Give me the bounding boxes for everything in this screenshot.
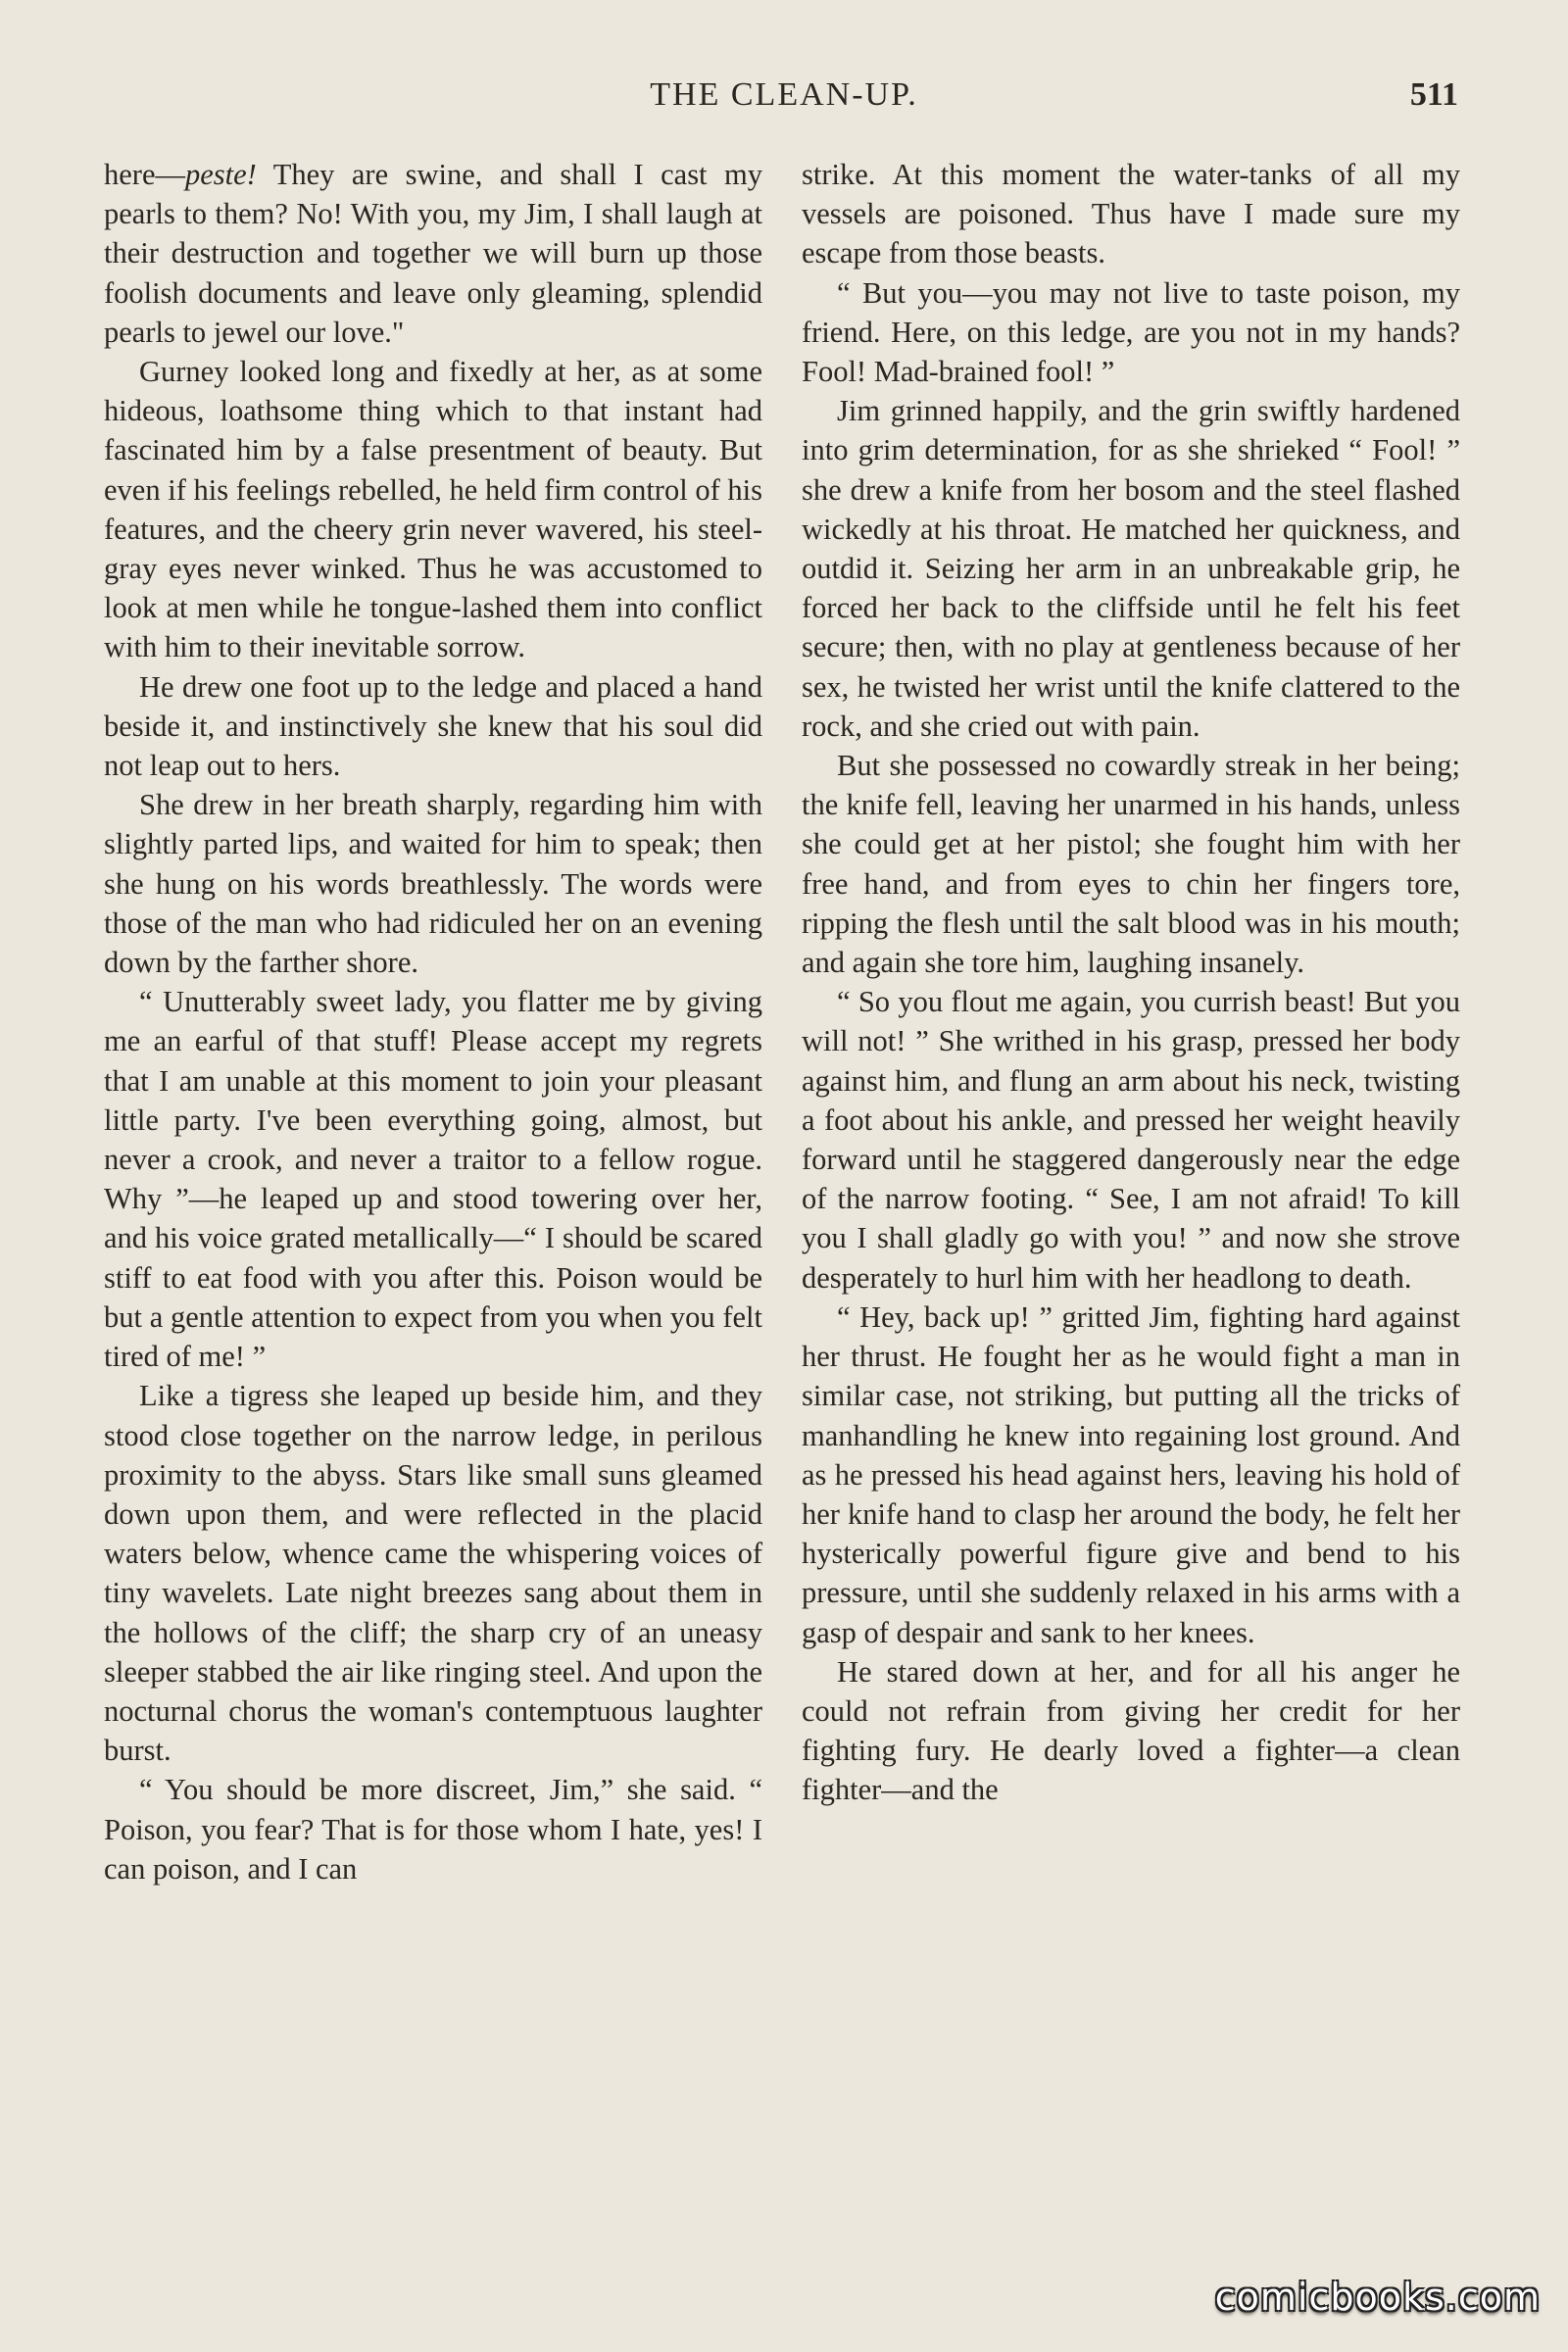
right-column	[802, 155, 1460, 1810]
paragraph: Jim grinned happily, and the grin swiftly hardened into grim determination, for as she shrieked “ Fool! ” she drew a knife from her bosom and the steel flashed wickedly at his throat. He matched her quickness, and outdid it. Seizing her arm in an unbreakable grip, he forced her back to the cliffside until he felt his feet secure; then, with no play at gentleness because of her sex, he twisted her wrist until the knife clattered to the rock, and she cried out with pain.	[802, 394, 1460, 743]
paragraph: “ Unutterably sweet lady, you flatter me by giving me an earful of that stuff! Please accept my regrets that I am unable at this moment to join your pleasant little party. I've been everything going, almost, but never a crook, and never a traitor to a fellow rogue. Why ”—he leaped up and stood towering over her, and his voice grated metallically—“ I should be scared stiff to eat food with you after this. Poison would be but a gentle attention to expect from you when you felt tired of me! ”	[104, 985, 762, 1374]
paragraph: But she possessed no cowardly streak in her being; the knife fell, leaving her unarmed in his hands, unless she could get at her pistol; she fought him with her free hand, and from eyes to chin her fingers tore, ripping the flesh until the salt blood was in his mouth; and again she tore him, laughing insanely.	[802, 749, 1460, 980]
site-watermark: comicbooks.com	[1214, 2276, 1541, 2319]
paragraph: He stared down at her, and for all his anger he could not refrain from giving her credit for her fighting fury. He dearly loved a fighter—a clean fighter—and the	[802, 1654, 1460, 1807]
paragraph: “ You should be more discreet, Jim,” she said. “ Poison, you fear? That is for those whom I hate, yes! I can poison, and I can	[104, 1773, 762, 1886]
running-title: THE CLEAN-UP.	[650, 76, 918, 113]
paragraph: “ So you flout me again, you currish beast! But you will not! ” She writhed in his grasp, pressed her body against him, and flung an arm about his neck, twisting a foot about his ankle, and pressed her weight heavily forward until he staggered dangerously near the edge of the narrow footing. “ See, I am not afraid! To kill you I shall gladly go with you! ” and now she strove desperately to hurl him with her headlong to death.	[802, 985, 1460, 1295]
paragraph: “ But you—you may not live to taste poison, my friend. Here, on this ledge, are you not in my hands? Fool! Mad-brained fool! ”	[802, 275, 1460, 389]
page-number: 511	[1409, 76, 1458, 113]
paragraph: here—peste! They are swine, and shall I cast my pearls to them? No! With you, my Jim, I shall laugh at their destruction and together we will burn up those foolish documents and leave only gleaming, splendid pearls to jewel our love."	[104, 158, 762, 349]
paragraph: “ Hey, back up! ” gritted Jim, fighting hard against her thrust. He fought her as he would fight a man in similar case, not striking, but putting all the tricks of manhandling he knew into regaining lost ground. And as he pressed his head against hers, leaving his hold of her knife hand to clasp her around the body, he felt her hysterically powerful figure give and bend to his pressure, until she suddenly relaxed in his arms with a gasp of despair and sank to her knees.	[802, 1299, 1460, 1649]
paragraph: Like a tigress she leaped up beside him, and they stood close together on the narrow ledge, in perilous proximity to the abyss. Stars like small suns gleamed down upon them, and were reflected in the placid waters below, whence came the whispering voices of tiny wavelets. Late night breezes sang about them in the hollows of the cliff; the sharp cry of an uneasy sleeper stabbed the air like ringing steel. And upon the nocturnal chorus the woman's contemptuous laughter burst.	[104, 1379, 762, 1768]
page-header	[0, 76, 1568, 123]
italic-word: peste!	[184, 158, 257, 191]
paragraph: She drew in her breath sharply, regarding him with slightly parted lips, and waited for him to speak; then she hung on his words breathlessly. The words were those of the man who had ridiculed her on an evening down by the farther shore.	[104, 788, 762, 980]
left-column	[104, 155, 762, 1888]
paragraph: Gurney looked long and fixedly at her, as at some hideous, loathsome thing which to that instant had fascinated him by a false presentment of beauty. But even if his feelings rebelled, he held firm control of his features, and the cheery grin never wavered, his steel-gray eyes never winked. Thus he was accustomed to look at men while he tongue-lashed them into conflict with him to their inevitable sorrow.	[104, 355, 762, 664]
paragraph: strike. At this moment the water-tanks of all my vessels are poisoned. Thus have I made sure my escape from those beasts.	[802, 158, 1460, 270]
paragraph: He drew one foot up to the ledge and placed a hand beside it, and instinctively she knew that his soul did not leap out to hers.	[104, 669, 762, 783]
